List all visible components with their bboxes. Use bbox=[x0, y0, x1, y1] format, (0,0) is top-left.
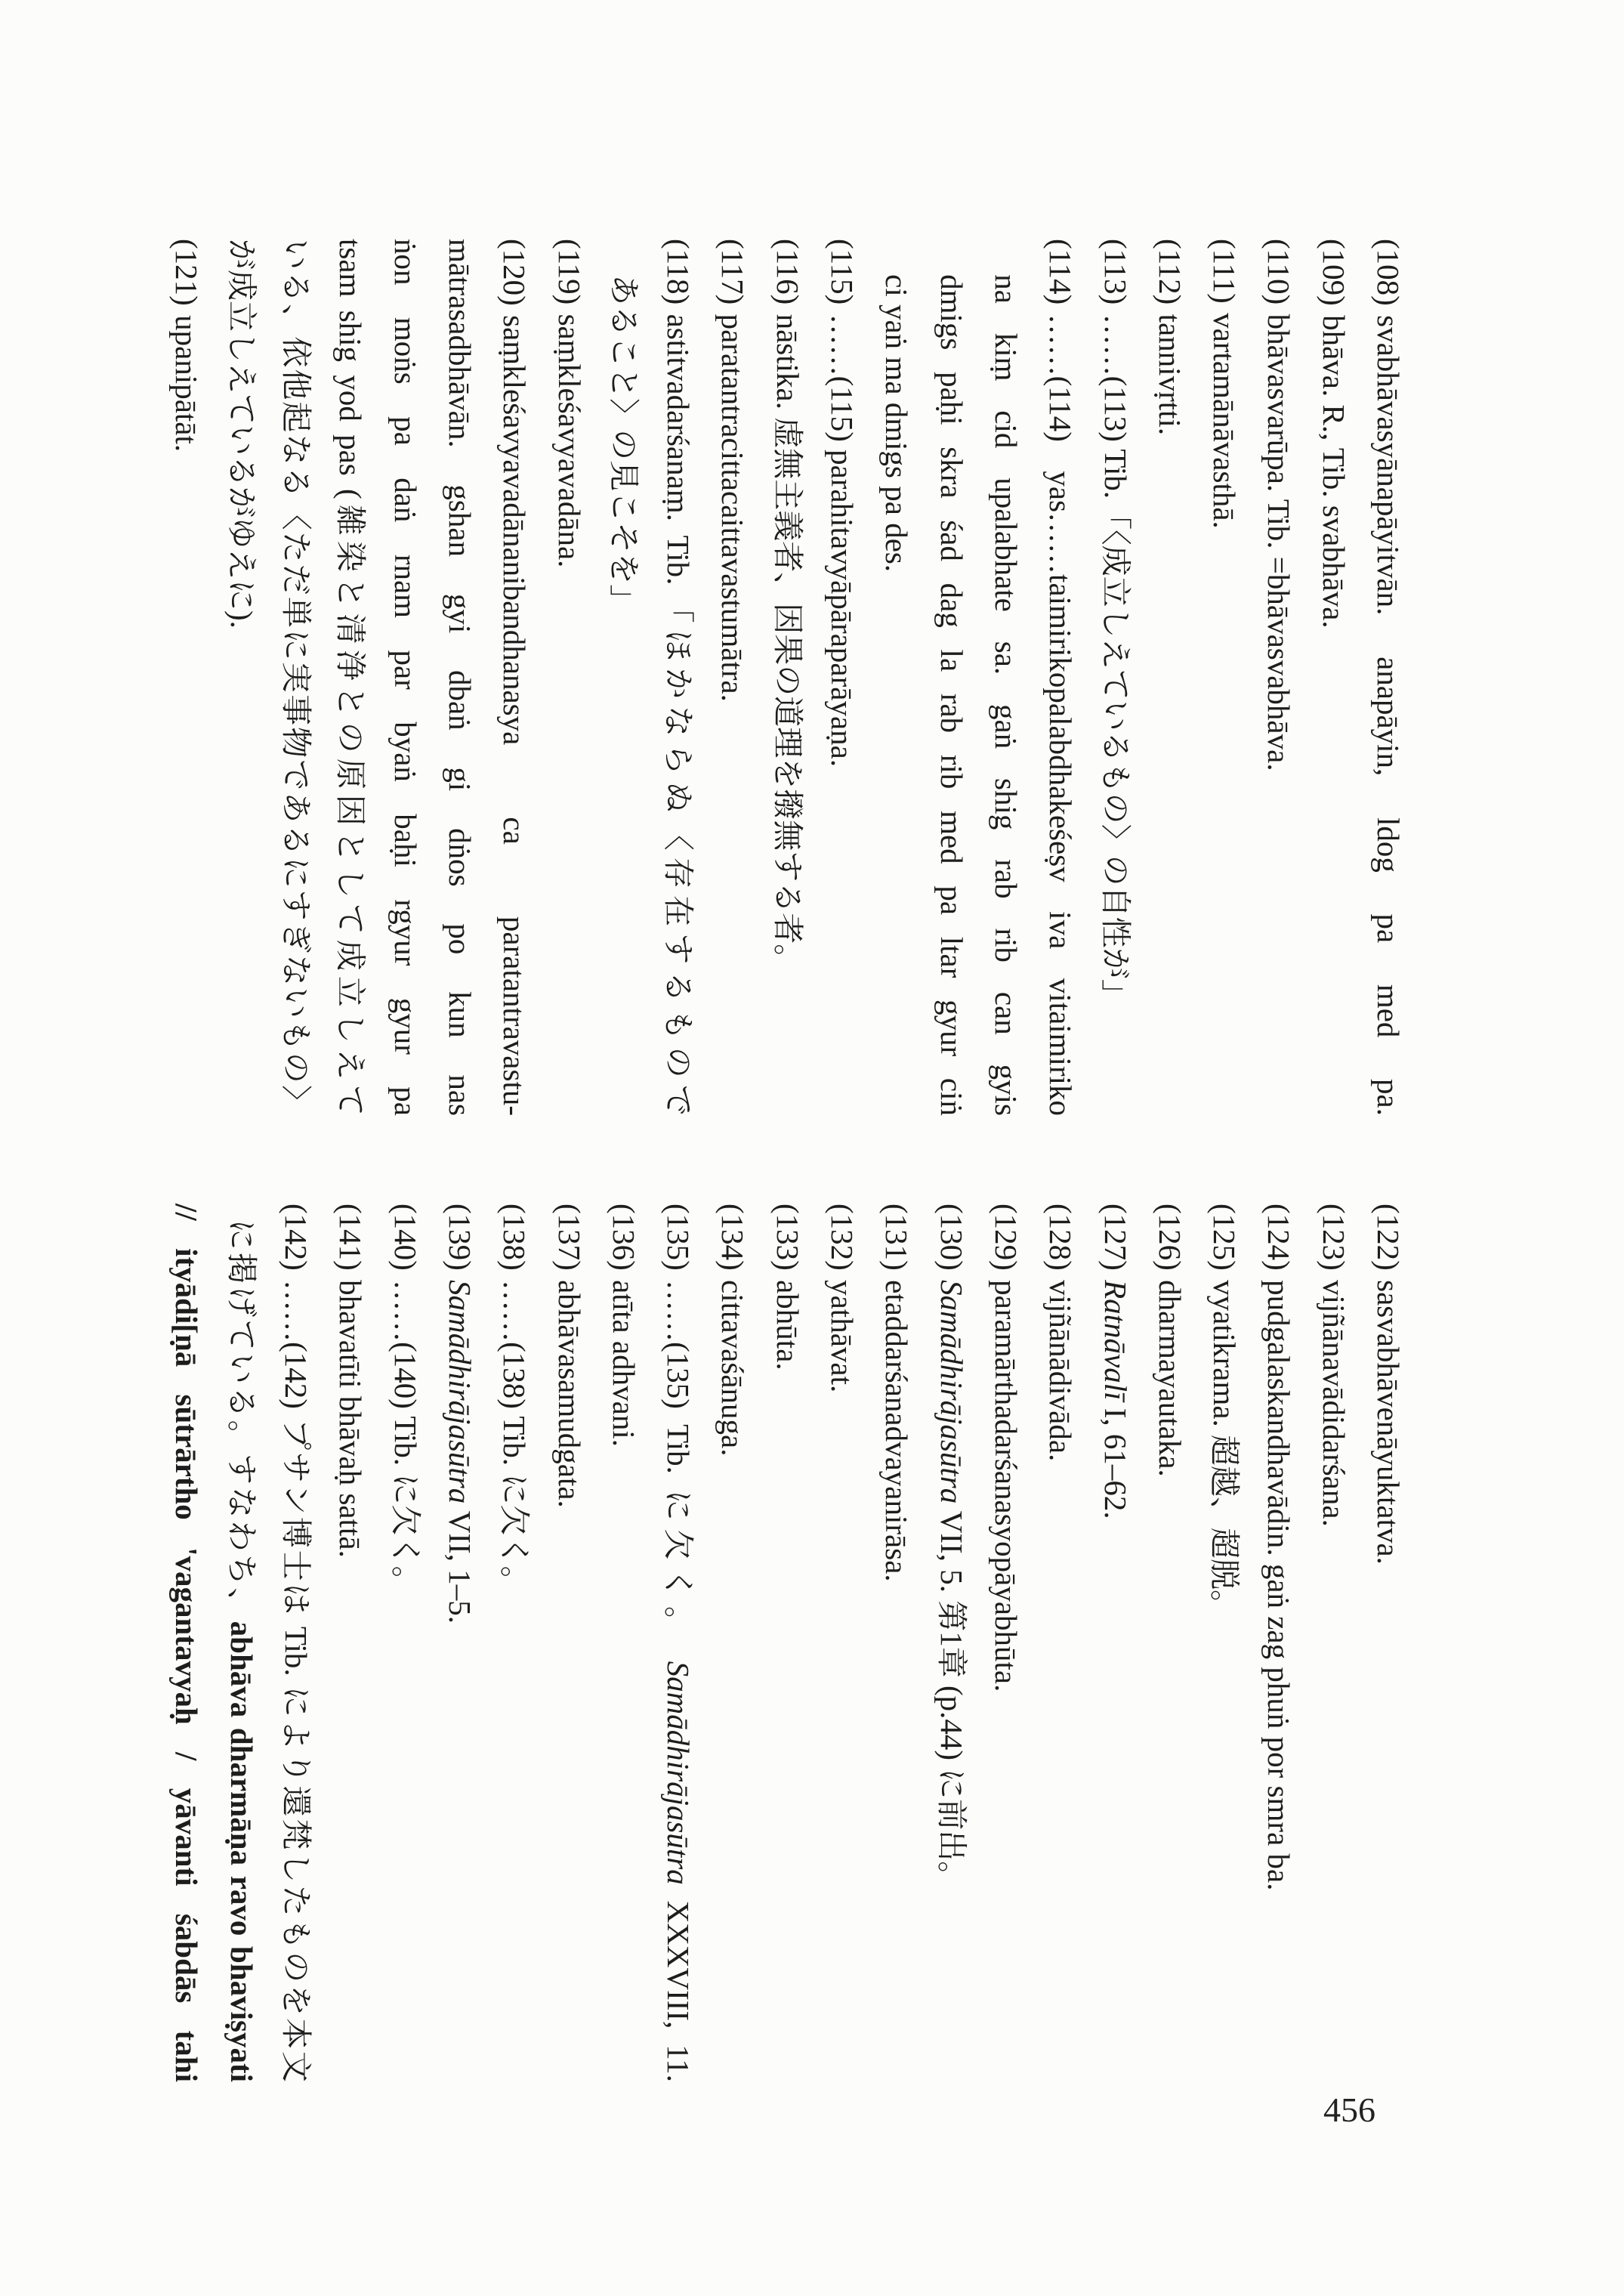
note-text: tsam shig yod pas (雑染と清浄との原因として成立しえて bbox=[333, 239, 369, 1116]
note-line bbox=[433, 1204, 487, 2082]
note-line bbox=[1088, 239, 1142, 1116]
footnote bbox=[323, 1204, 378, 2082]
note-text: mātrasadbhāvān. gshan gyi dbaṅ gi dṅos po kun nas bbox=[442, 239, 477, 1116]
note-line bbox=[1033, 239, 1088, 1116]
note-text: vartamānāvasthā. bbox=[1207, 313, 1243, 529]
note-line bbox=[1197, 239, 1252, 1116]
note-text: XXXVIII, 11. bbox=[661, 1884, 696, 2082]
note-text: vyatikrama. 超越、超脱。 bbox=[1207, 1280, 1243, 1621]
note-line bbox=[1361, 239, 1416, 1116]
note-line bbox=[159, 1204, 214, 2082]
note-text: paramārthadarśanasyopāyabhūta. bbox=[988, 1280, 1023, 1692]
work-title: Ratnāvalī bbox=[1098, 1280, 1133, 1401]
note-line bbox=[378, 239, 432, 1116]
note-line bbox=[269, 1204, 323, 2082]
note-text: sasvabhāvenāyuktatva. bbox=[1371, 1280, 1406, 1565]
footnotes-block bbox=[159, 239, 1416, 2082]
footnote bbox=[705, 1204, 760, 2082]
note-line bbox=[1088, 1204, 1142, 2082]
note-number: (109) bbox=[1316, 239, 1351, 306]
note-number: (134) bbox=[715, 1204, 751, 1271]
footnote bbox=[760, 1204, 814, 2082]
note-number: (122) bbox=[1371, 1204, 1406, 1271]
note-number: (127) bbox=[1098, 1204, 1133, 1271]
note-number: (119) bbox=[551, 239, 587, 305]
footnote bbox=[979, 1204, 1033, 2082]
note-line bbox=[651, 239, 705, 1116]
footnote bbox=[487, 1204, 542, 2082]
note-line bbox=[869, 239, 924, 1116]
note-line bbox=[760, 239, 814, 1116]
note-line bbox=[487, 1204, 542, 2082]
note-line bbox=[159, 239, 214, 1116]
note-text: saṃkleśavyavadānanibandhanasya ca paratantravastu- bbox=[497, 315, 533, 1116]
footnote bbox=[159, 239, 214, 1116]
note-line bbox=[651, 1204, 705, 2082]
note-text: ……(114) yas……taimirikopalabdhakeśeṣv iva vitaimiriko bbox=[1043, 314, 1079, 1116]
note-line bbox=[979, 239, 1033, 1116]
footnote bbox=[924, 1204, 978, 2082]
note-text: ci yaṅ ma dmigs pa des. bbox=[879, 274, 915, 573]
note-line bbox=[597, 239, 651, 1116]
note-text: ……(140) Tib. に欠く。 bbox=[387, 1280, 423, 1597]
note-text: I, 61–62. bbox=[1098, 1400, 1133, 1519]
note-text: abhāvasamudgata. bbox=[551, 1280, 587, 1508]
note-number: (115) bbox=[825, 239, 860, 305]
footnote bbox=[1143, 1204, 1197, 2082]
note-line bbox=[924, 1204, 978, 2082]
note-line bbox=[487, 239, 542, 1116]
note-line bbox=[760, 1204, 814, 2082]
note-line bbox=[979, 1204, 1033, 2082]
note-number: (141) bbox=[333, 1204, 369, 1271]
footnote bbox=[1033, 1204, 1088, 2082]
note-number: (140) bbox=[387, 1204, 423, 1271]
footnote bbox=[1306, 1204, 1360, 2082]
note-text: yathāvat. bbox=[825, 1280, 860, 1393]
footnote bbox=[815, 239, 869, 1116]
note-text: dharmayautaka. bbox=[1152, 1280, 1187, 1477]
note-text: vijñānādivāda. bbox=[1043, 1280, 1079, 1462]
note-text: dmigs paḥi skra śad dag la rab rib med pa ltar gyur ciṅ bbox=[934, 274, 969, 1116]
note-number: (110) bbox=[1261, 239, 1297, 305]
note-number: (111) bbox=[1207, 239, 1243, 304]
note-number: (123) bbox=[1316, 1204, 1351, 1271]
footnote bbox=[1088, 1204, 1142, 2082]
note-number: (116) bbox=[770, 239, 805, 305]
note-text: VII, 5. 第1章 (p.44) に前出。 bbox=[934, 1503, 969, 1893]
note-number: (136) bbox=[606, 1204, 641, 1271]
note-text: VII, 1–5. bbox=[442, 1503, 477, 1624]
note-text: あること〉の見こそを」 bbox=[606, 274, 641, 616]
footnote bbox=[1252, 1204, 1306, 2082]
note-text: saṃkleśavyavadāna. bbox=[551, 314, 587, 568]
note-line bbox=[269, 239, 323, 1116]
work-title: Samādhirājasūtra bbox=[442, 1280, 477, 1504]
footnote bbox=[159, 1204, 323, 2082]
footnote bbox=[1306, 239, 1360, 1116]
note-number: (120) bbox=[497, 239, 533, 306]
note-number: (113) bbox=[1098, 239, 1133, 305]
note-line bbox=[1033, 1204, 1088, 2082]
note-number: (135) bbox=[661, 1204, 696, 1271]
note-line bbox=[1306, 1204, 1360, 2082]
notes-column-left bbox=[159, 239, 1416, 1116]
footnote bbox=[1361, 239, 1416, 1116]
note-number: (142) bbox=[279, 1204, 314, 1271]
note-number: (118) bbox=[661, 239, 696, 305]
footnote bbox=[1197, 239, 1252, 1116]
note-text: が成立しえているがゆえに). bbox=[224, 239, 259, 629]
footnote bbox=[1143, 239, 1197, 1116]
note-text: etaddarśanadvayanirāsa. bbox=[879, 1280, 915, 1582]
note-text: paratantracittacaittavastumātra. bbox=[715, 314, 751, 702]
note-line bbox=[1143, 239, 1197, 1116]
note-line bbox=[1306, 239, 1360, 1116]
note-number: (132) bbox=[825, 1204, 860, 1271]
note-number: (128) bbox=[1043, 1204, 1079, 1271]
note-text: atīta adhvani. bbox=[606, 1280, 641, 1447]
note-text: ……(113) Tib.「〈成立しえているもの〉の自性が」 bbox=[1098, 314, 1133, 1010]
note-line bbox=[378, 1204, 432, 2082]
note-text: tannivṛtti. bbox=[1152, 314, 1187, 436]
note-number: (138) bbox=[497, 1204, 533, 1271]
note-text: bhāvasvarūpa. Tib. =bhāvasvabhāva. bbox=[1261, 314, 1297, 771]
note-text: svabhāvasyānapāyitvān. anapāyin, ldog pa med pa. bbox=[1371, 315, 1406, 1116]
note-number: (137) bbox=[551, 1204, 587, 1271]
note-number: (131) bbox=[879, 1204, 915, 1271]
note-text: ……(142) プサン博士は Tib. により還梵したものを本文 bbox=[279, 1280, 314, 2082]
note-line bbox=[597, 1204, 651, 2082]
page-number: 456 bbox=[1323, 2091, 1375, 2129]
note-number: (139) bbox=[442, 1204, 477, 1271]
note-text: bhāva. R., Tib. svabhāva. bbox=[1316, 315, 1351, 629]
footnote bbox=[815, 1204, 869, 2082]
footnote bbox=[869, 239, 1088, 1116]
note-text: bhavatīti bhāvaḥ sattā. bbox=[333, 1280, 369, 1558]
note-text: upanipātāt. bbox=[169, 315, 205, 453]
note-number: (129) bbox=[988, 1204, 1023, 1271]
note-line bbox=[542, 1204, 596, 2082]
footnote bbox=[1088, 239, 1142, 1116]
note-line bbox=[869, 1204, 924, 2082]
note-number: (130) bbox=[934, 1204, 969, 1271]
note-text: ……(135) Tib. に欠く。 bbox=[661, 1280, 696, 1661]
notes-column-right bbox=[159, 1204, 1416, 2082]
note-line bbox=[1197, 1204, 1252, 2082]
footnote bbox=[1197, 1204, 1252, 2082]
note-text: いる、依他起なる〈ただ単に実事物であるにすぎないもの〉 bbox=[279, 239, 314, 1116]
note-number: (121) bbox=[169, 239, 205, 306]
work-title: Samādhirājasūtra bbox=[661, 1661, 696, 1885]
note-line bbox=[815, 1204, 869, 2082]
footnote bbox=[1252, 239, 1306, 1116]
note-text: vijñānavādidarśana. bbox=[1316, 1280, 1351, 1527]
footnote bbox=[760, 239, 814, 1116]
note-text: に掲げている。すなわち、 bbox=[224, 1219, 259, 1621]
note-text: nāstika. 虚無主義者、因果の道理を撥無する者。 bbox=[770, 314, 805, 975]
note-line bbox=[1252, 239, 1306, 1116]
note-text: na kiṃ cid upalabhate sa. gaṅ shig rab rib can gyis bbox=[988, 274, 1023, 1116]
note-text: cittavaśānuga. bbox=[715, 1280, 751, 1457]
note-number: (133) bbox=[770, 1204, 805, 1271]
note-number: (112) bbox=[1152, 239, 1187, 305]
note-text: ……(115) parahitavyāpāraparāyaṇa. bbox=[825, 314, 860, 768]
note-line bbox=[1143, 1204, 1197, 2082]
note-line bbox=[323, 239, 378, 1116]
note-number: (114) bbox=[1043, 239, 1079, 305]
note-line bbox=[214, 239, 268, 1116]
footnote bbox=[542, 1204, 596, 2082]
footnote bbox=[597, 239, 706, 1116]
note-line bbox=[323, 1204, 378, 2082]
footnote bbox=[651, 1204, 705, 2082]
note-number: (126) bbox=[1152, 1204, 1187, 1271]
note-line bbox=[433, 239, 487, 1116]
footnote bbox=[869, 1204, 924, 2082]
sanskrit-text: abhāva dharmāṇa ravo bhaviṣyati bbox=[224, 1621, 259, 2082]
footnote bbox=[542, 239, 596, 1116]
note-text: pudgalaskandhavādin. gaṅ zag phuṅ por smra ba. bbox=[1261, 1280, 1297, 1891]
work-title: Samādhirājasūtra bbox=[934, 1280, 969, 1504]
note-number: (108) bbox=[1371, 239, 1406, 306]
note-line bbox=[924, 239, 978, 1116]
note-number: (124) bbox=[1261, 1204, 1297, 1271]
note-text: ṅon moṅs pa daṅ rnam par byaṅ baḥi rgyur gyur pa bbox=[387, 239, 423, 1116]
sanskrit-text: // ityādi[ṇā sūtrārtho 'vagantavyaḥ / yāvanti śabdās tahi bbox=[169, 1204, 205, 2082]
footnote bbox=[1361, 1204, 1416, 2082]
note-line bbox=[705, 239, 760, 1116]
footnote bbox=[597, 1204, 651, 2082]
note-line bbox=[542, 239, 596, 1116]
footnote bbox=[433, 1204, 487, 2082]
note-number: (125) bbox=[1207, 1204, 1243, 1271]
note-text: abhūta. bbox=[770, 1280, 805, 1370]
footnote bbox=[378, 1204, 432, 2082]
note-line bbox=[1252, 1204, 1306, 2082]
footnote bbox=[214, 239, 542, 1116]
note-line bbox=[815, 239, 869, 1116]
footnote bbox=[705, 239, 760, 1116]
note-line bbox=[1361, 1204, 1416, 2082]
note-line bbox=[214, 1204, 268, 2082]
note-number: (117) bbox=[715, 239, 751, 305]
note-line bbox=[705, 1204, 760, 2082]
note-text: astitvadarśanaṃ. Tib.「ほかならぬ〈存在するもので bbox=[661, 314, 696, 1116]
note-text: ……(138) Tib. に欠く。 bbox=[497, 1280, 533, 1597]
